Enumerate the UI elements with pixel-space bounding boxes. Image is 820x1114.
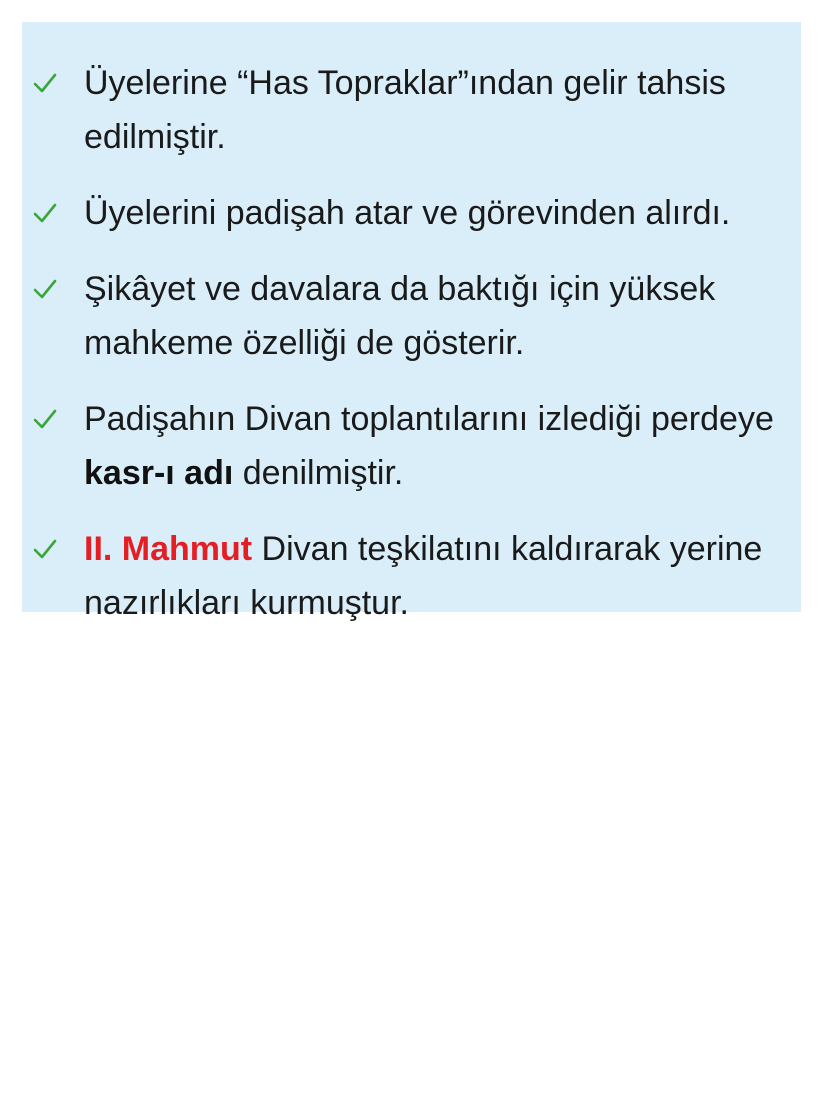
bold-term: kasr-ı adı: [84, 454, 234, 492]
list-item: [22, 186, 801, 240]
check-icon: [32, 276, 58, 302]
bullet-list: [22, 56, 801, 630]
list-item: [22, 56, 801, 164]
item-text-after: denilmiştir.: [233, 454, 404, 492]
info-box: [22, 22, 801, 622]
highlighted-name: II. Mahmut: [84, 530, 253, 568]
check-icon: [32, 536, 58, 562]
item-text: Üyelerine “Has Topraklar”ından gelir tahsis edilmiştir.: [84, 64, 726, 156]
item-text-after: Divan teşkilatını kaldırarak yerine nazırlıkları kurmuştur.: [84, 530, 763, 622]
check-icon: [32, 70, 58, 96]
list-item: [22, 522, 801, 630]
item-text-before: Padişahın Divan toplantılarını izlediği perdeye: [84, 400, 774, 438]
check-icon: [32, 200, 58, 226]
list-item: [22, 262, 801, 370]
item-text: Şikâyet ve davalara da baktığı için yüksek mahkeme özelliği de gösterir.: [84, 270, 716, 362]
item-text: Üyelerini padişah atar ve görevinden alırdı.: [84, 194, 731, 232]
list-item: [22, 392, 801, 500]
check-icon: [32, 406, 58, 432]
